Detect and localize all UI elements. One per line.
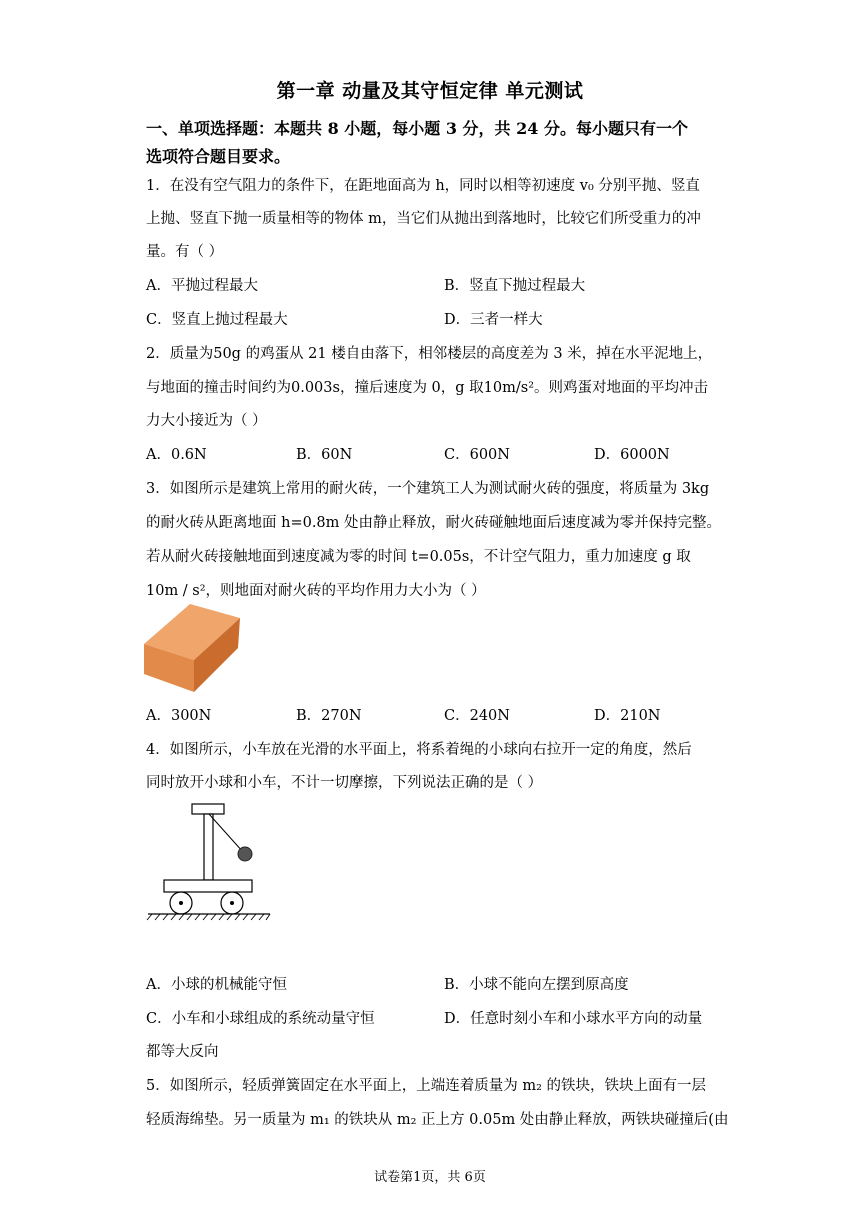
cart-body xyxy=(164,880,252,892)
q4-option-b[interactable]: B．小球不能向左摆到原高度 xyxy=(444,977,629,993)
q1-option-d[interactable]: D．三者一样大 xyxy=(444,312,543,328)
q1-line3: 量。有（ ） xyxy=(146,244,224,260)
q2-option-d[interactable]: D．6000N xyxy=(594,447,670,463)
cart-pendulum-figure xyxy=(146,802,272,922)
q5-line2: 轻质海绵垫。另一质量为 m₁ 的铁块从 m₂ 正上方 0.05m 处由静止释放，两铁块碰撞后(由 xyxy=(146,1112,729,1128)
q4-option-d-continuation: 都等大反向 xyxy=(146,1044,219,1060)
q3-option-a[interactable]: A．300N xyxy=(146,708,212,724)
section-heading-line2: 选项符合题目要求。 xyxy=(146,147,291,166)
q1-line1: 1．在没有空气阻力的条件下，在距地面高为 h，同时以相等初速度 v₀ 分别平抛、竖直 xyxy=(146,178,700,194)
q3-line3: 若从耐火砖接触地面到速度减为零的时间 t=0.05s，不计空气阻力，重力加速度 g 取 xyxy=(146,549,691,565)
q3-option-d[interactable]: D．210N xyxy=(594,708,661,724)
page-title: 第一章 动量及其守恒定律 单元测试 xyxy=(276,80,584,102)
pendulum-string xyxy=(209,814,243,852)
brick-figure xyxy=(144,604,240,692)
pendulum-top-bar xyxy=(192,804,224,814)
q4-option-a[interactable]: A．小球的机械能守恒 xyxy=(146,977,287,993)
page-footer: 试卷第1页，共 6页 xyxy=(374,1170,486,1185)
q2-option-a[interactable]: A．0.6N xyxy=(146,447,207,463)
q3-line1: 3．如图所示是建筑上常用的耐火砖，一个建筑工人为测试耐火砖的强度，将质量为 3kg xyxy=(146,481,710,497)
q3-option-b[interactable]: B．270N xyxy=(296,708,362,724)
q2-option-b[interactable]: B．60N xyxy=(296,447,353,463)
q1-line2: 上抛、竖直下抛一质量相等的物体 m，当它们从抛出到落地时，比较它们所受重力的冲 xyxy=(146,211,701,227)
ground-hatch xyxy=(147,914,270,920)
pendulum-post xyxy=(204,814,213,880)
q1-option-c[interactable]: C．竖直上抛过程最大 xyxy=(146,312,288,328)
q4-line1: 4．如图所示，小车放在光滑的水平面上，将系着绳的小球向右拉开一定的角度，然后 xyxy=(146,742,692,758)
pendulum-ball xyxy=(238,847,252,861)
q3-line2: 的耐火砖从距离地面 h=0.8m 处由静止释放，耐火砖碰触地面后速度减为零并保持完整。 xyxy=(146,515,722,531)
q2-option-c[interactable]: C．600N xyxy=(444,447,510,463)
section-heading-line1: 一、单项选择题：本题共 8 小题，每小题 3 分，共 24 分。每小题只有一个 xyxy=(146,119,688,138)
q2-line1: 2．质量为50g 的鸡蛋从 21 楼自由落下，相邻楼层的高度差为 3 米，掉在水平泥地上， xyxy=(146,346,713,362)
q4-option-d[interactable]: D．任意时刻小车和小球水平方向的动量 xyxy=(444,1011,703,1027)
q4-option-c[interactable]: C．小车和小球组成的系统动量守恒 xyxy=(146,1011,375,1027)
q3-option-c[interactable]: C．240N xyxy=(444,708,510,724)
q1-option-b[interactable]: B．竖直下抛过程最大 xyxy=(444,278,586,294)
q2-line2: 与地面的撞击时间约为0.003s，撞后速度为 0，g 取10m/s²。则鸡蛋对地面的平均冲击 xyxy=(146,380,709,396)
q4-line2: 同时放开小球和小车，不计一切摩擦，下列说法正确的是（ ） xyxy=(146,775,543,791)
q5-line1: 5．如图所示，轻质弹簧固定在水平面上，上端连着质量为 m₂ 的铁块，铁块上面有一层 xyxy=(146,1078,707,1094)
q2-line3: 力大小接近为（ ） xyxy=(146,413,267,429)
q1-option-a[interactable]: A．平抛过程最大 xyxy=(146,278,258,294)
q3-line4: 10m / s²，则地面对耐火砖的平均作用力大小为（ ） xyxy=(146,583,486,599)
